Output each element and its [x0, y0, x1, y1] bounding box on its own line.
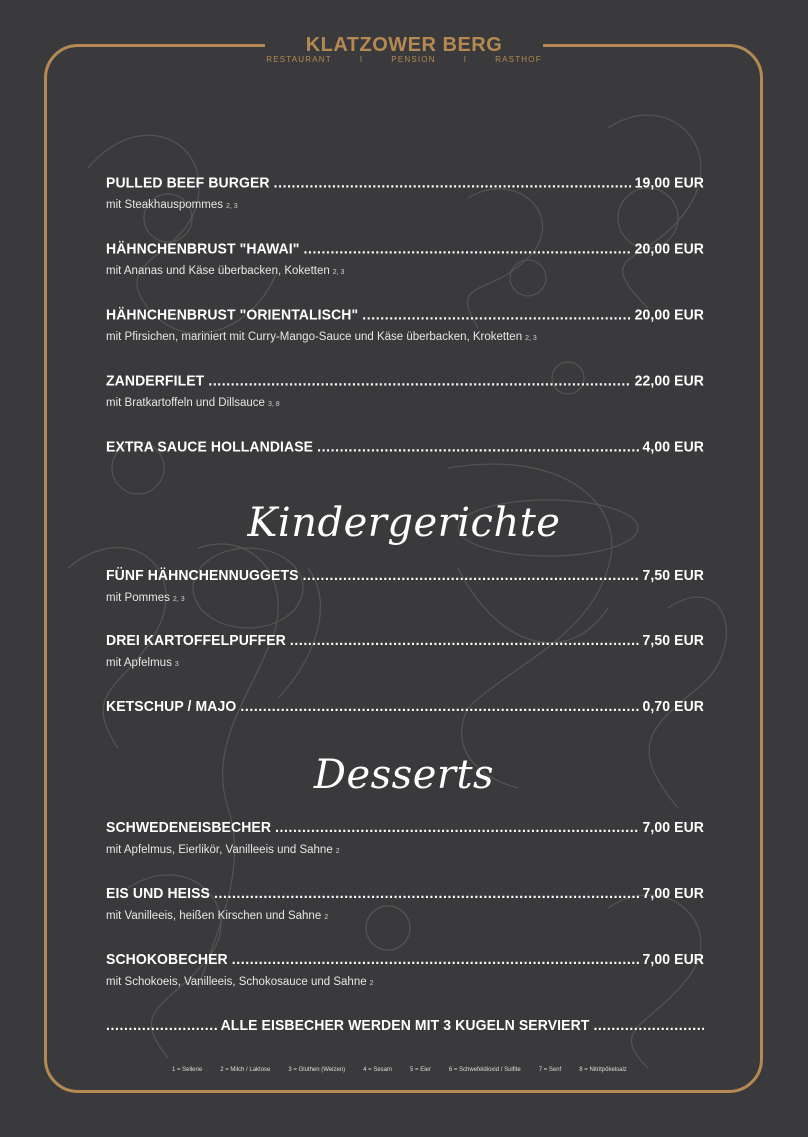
- allergen-codes: 2: [369, 980, 374, 987]
- item-price: 22,00 EUR: [634, 371, 704, 389]
- menu-item: [106, 240, 704, 277]
- item-name: ZANDERFILET: [106, 371, 205, 389]
- item-description: mit Schokoeis, Vanilleeis, Schokosauce und Sahne: [106, 976, 367, 988]
- brand-logo: [0, 34, 808, 64]
- allergen-codes: 2: [324, 914, 329, 921]
- item-description: mit Ananas und Käse überbacken, Koketten: [106, 265, 330, 277]
- allergen-codes: 2, 3: [525, 335, 537, 342]
- item-description: mit Bratkartoffeln und Dillsauce: [106, 397, 265, 409]
- section-heading-kids: Kindergerichte: [247, 500, 561, 546]
- section-heading-desserts: Desserts: [313, 752, 495, 798]
- item-price: 20,00 EUR: [634, 239, 704, 257]
- item-price: 20,00 EUR: [634, 305, 704, 323]
- item-price: 7,50 EUR: [642, 631, 704, 649]
- item-price: 7,00 EUR: [642, 884, 704, 902]
- brand-sub-sep: I: [359, 55, 364, 64]
- brand-sub-sep: I: [463, 55, 468, 64]
- menu-item: [106, 698, 704, 714]
- menu-item: [106, 567, 704, 604]
- item-name: HÄHNCHENBRUST "ORIENTALISCH": [106, 305, 359, 323]
- leader-dots: [362, 306, 630, 323]
- item-name: SCHWEDENEISBECHER: [106, 818, 272, 836]
- allergen-legend-item: 6 = Schwefeldioxid / Sulfite: [448, 1067, 521, 1073]
- leader-dots: [240, 698, 638, 715]
- allergen-codes: 3, 8: [267, 401, 280, 408]
- item-price: 19,00 EUR: [634, 173, 704, 191]
- menu-item: [106, 372, 704, 409]
- menu-item: [106, 306, 704, 343]
- notice-text: ALLE EISBECHER WERDEN MIT 3 KUGELN SERVIERT: [220, 1016, 590, 1034]
- leader-dots: [106, 1017, 217, 1034]
- item-name: SCHOKOBECHER: [106, 950, 228, 968]
- item-price: 7,00 EUR: [642, 818, 704, 836]
- leader-dots: [317, 438, 638, 455]
- allergen-legend-item: 5 = Eier: [410, 1067, 431, 1073]
- leader-dots: [214, 885, 639, 902]
- allergen-codes: 2, 3: [172, 596, 185, 603]
- item-price: 0,70 EUR: [642, 697, 704, 715]
- menu-item: [106, 438, 704, 454]
- allergen-legend-item: 7 = Senf: [538, 1067, 562, 1073]
- item-name: HÄHNCHENBRUST "HAWAI": [106, 239, 300, 257]
- leader-dots: [232, 951, 639, 968]
- brand-title: KLATZOWER BERG: [305, 34, 503, 56]
- allergen-codes: 2: [335, 848, 340, 855]
- item-name: FÜNF HÄHNCHENNUGGETS: [106, 566, 299, 584]
- allergen-legend-item: 1 = Sellerie: [172, 1067, 203, 1073]
- item-description: mit Apfelmus, Eierlikör, Vanilleeis und Sahne: [106, 844, 333, 856]
- item-price: 7,00 EUR: [642, 950, 704, 968]
- item-price: 4,00 EUR: [642, 437, 704, 455]
- leader-dots: [303, 567, 639, 584]
- item-name: PULLED BEEF BURGER: [106, 173, 270, 191]
- allergen-codes: 2, 3: [332, 269, 345, 276]
- allergen-legend-item: 2 = Milch / Laktose: [220, 1067, 271, 1073]
- allergen-legend-item: 4 = Sesam: [363, 1067, 393, 1073]
- item-description: mit Pfirsichen, mariniert mit Curry-Mango-Sauce und Käse überbacken, Kroketten: [106, 331, 523, 343]
- item-description: mit Steakhauspommes: [106, 199, 223, 211]
- leader-dots: [274, 174, 631, 191]
- item-name: EIS UND HEISS: [106, 884, 210, 902]
- allergen-legend-item: 8 = Nitritpökelsalz: [579, 1067, 627, 1073]
- brand-sub-restaurant: RESTAURANT: [266, 55, 332, 64]
- brand-sub-rasthof: RASTHOF: [495, 55, 542, 64]
- item-description: mit Apfelmus: [106, 657, 172, 669]
- item-name: KETSCHUP / MAJO: [106, 697, 237, 715]
- brand-sub-pension: PENSION: [391, 55, 436, 64]
- item-price: 7,50 EUR: [642, 566, 704, 584]
- menu-item: [106, 819, 704, 856]
- allergen-legend-item: 3 = Gluthen (Weizen): [288, 1067, 346, 1073]
- brand-subtitle: [0, 55, 808, 64]
- item-name: EXTRA SAUCE HOLLANDIASE: [106, 437, 314, 455]
- allergen-codes: 2, 3: [225, 203, 238, 210]
- leader-dots: [304, 240, 631, 257]
- leader-dots: [290, 632, 639, 649]
- menu-item: [106, 951, 704, 988]
- menu-item: [106, 885, 704, 922]
- leader-dots: [208, 372, 630, 389]
- leader-dots: [593, 1017, 704, 1034]
- menu-item: [106, 632, 704, 669]
- ice-cream-notice: [106, 1017, 704, 1033]
- menu-item: [106, 174, 704, 211]
- item-name: DREI KARTOFFELPUFFER: [106, 631, 286, 649]
- allergen-legend: [172, 1067, 627, 1073]
- item-description: mit Pommes: [106, 592, 170, 604]
- item-description: mit Vanilleeis, heißen Kirschen und Sahne: [106, 910, 322, 922]
- allergen-codes: 3: [174, 661, 179, 668]
- leader-dots: [275, 819, 638, 836]
